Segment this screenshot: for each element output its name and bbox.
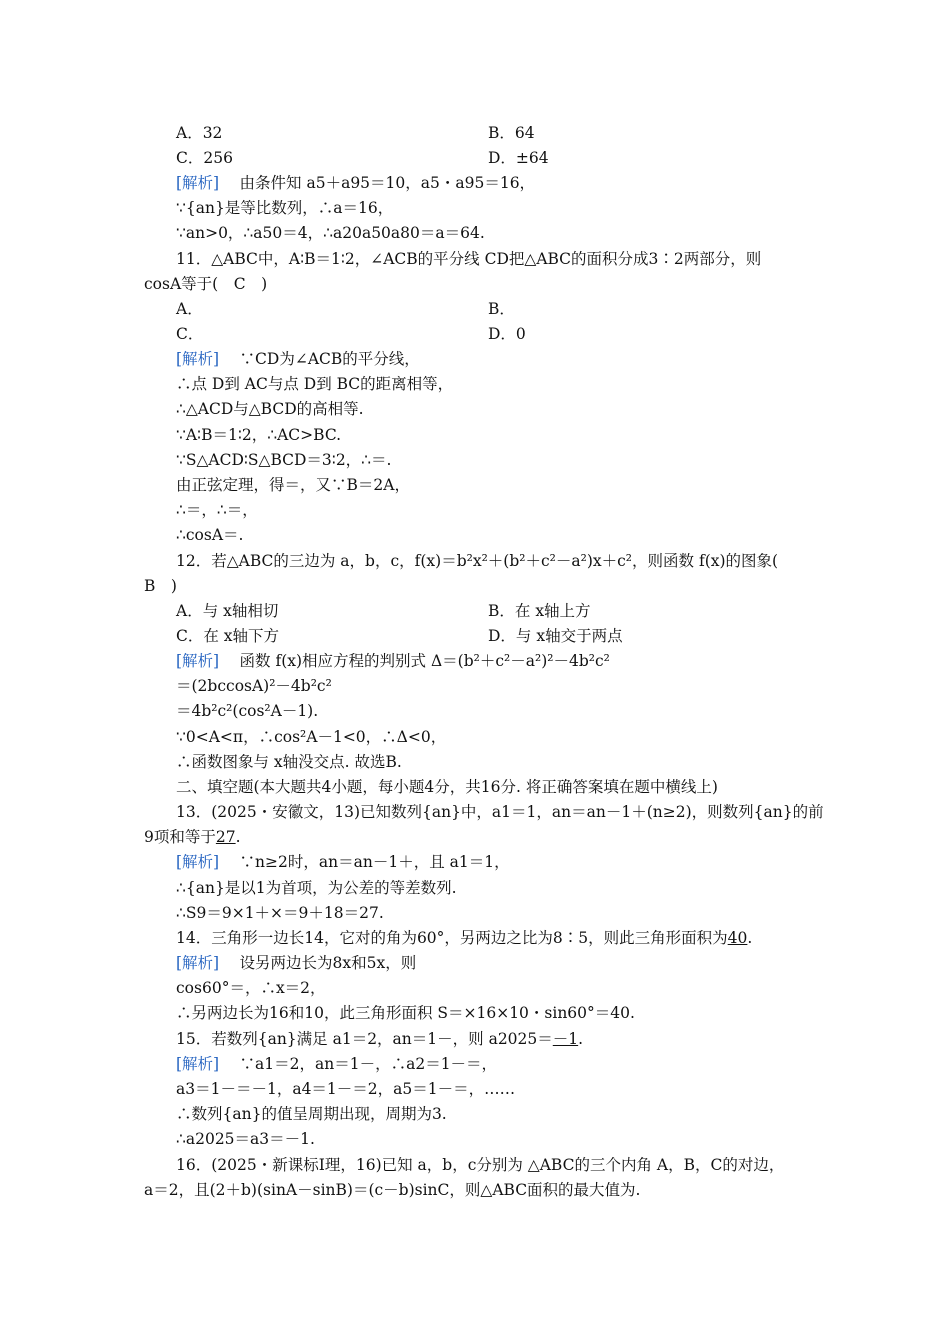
question-16-stem-cont: a＝2，且(2＋b)(sinA－sinB)＝(c－b)sinC，则△ABC面积的最大值为. [144, 1181, 641, 1199]
analysis-line: ∴函数图象与 x轴没交点. 故选B. [176, 753, 402, 771]
option-b: B．在 x轴上方 [488, 602, 591, 620]
analysis-tag: [解析] [176, 652, 220, 670]
analysis-line: ∴cosA＝. [176, 526, 244, 544]
analysis-line: ∴S9＝9×1＋×＝9＋18＝27. [176, 904, 384, 922]
analysis-line: ∴点 D到 AC与点 D到 BC的距离相等， [176, 375, 454, 393]
analysis-line: ∵{an}是等比数列，∴a＝16， [176, 199, 394, 217]
option-b: B．64 [488, 124, 535, 142]
analysis-line: a3＝1－＝－1，a4＝1－＝2，a5＝1－＝，…… [176, 1080, 516, 1098]
question-12-stem-cont: B ) [144, 577, 177, 595]
analysis-line [176, 852, 510, 872]
option-d: D．0 [488, 325, 526, 343]
analysis-line: ∵0<A<π，∴cos²A－1<0，∴Δ<0， [176, 728, 447, 746]
option-a: A．32 [176, 124, 223, 142]
stem-text: . [578, 1030, 584, 1048]
analysis-line [176, 953, 416, 973]
analysis-line [176, 651, 610, 671]
analysis-line: 由正弦定理，得＝，又∵B＝2A， [176, 476, 410, 494]
question-15-stem [176, 1029, 583, 1049]
option-d: D．±64 [488, 149, 549, 167]
question-11-stem: 11．△ABC中，A∶B＝1∶2，∠ACB的平分线 CD把△ABC的面积分成3∶2两部分，则 [176, 250, 762, 268]
analysis-line: cos60°＝，∴x＝2， [176, 979, 326, 997]
analysis-text: ∵CD为∠ACB的平分线， [239, 350, 420, 368]
option-c: C．256 [176, 149, 233, 167]
analysis-line: ∴a2025＝a3＝－1. [176, 1130, 315, 1148]
analysis-line: ＝(2bccosA)²－4b²c² [176, 677, 332, 695]
question-11-stem-cont: cosA等于( C ) [144, 275, 268, 293]
analysis-line: ∴＝，∴＝， [176, 501, 258, 519]
analysis-line: ∵an>0，∴a50＝4，∴a20a50a80＝a＝64. [176, 224, 485, 242]
analysis-tag: [解析] [176, 853, 220, 871]
option-d: D．与 x轴交于两点 [488, 627, 623, 645]
analysis-line: ∵A∶B＝1∶2，∴AC>BC. [176, 426, 342, 444]
option-b: B． [488, 300, 515, 318]
stem-text: 15．若数列{an}满足 a1＝2，an＝1－，则 a2025＝ [176, 1030, 553, 1048]
analysis-line: ∴△ACD与△BCD的高相等. [176, 400, 364, 418]
analysis-line [176, 173, 535, 193]
answer-blank: －1 [552, 1030, 579, 1048]
stem-text: 14．三角形一边长14，它对的角为60°，另两边之比为8∶5，则此三角形面积为 [176, 929, 728, 947]
analysis-tag: [解析] [176, 350, 220, 368]
stem-text: . [235, 828, 241, 846]
analysis-line: ∴另两边长为16和10，此三角形面积 S＝×16×10・sin60°＝40. [176, 1004, 635, 1022]
analysis-line: ∴数列{an}的值呈周期出现，周期为3. [176, 1105, 447, 1123]
answer-blank: 40 [727, 929, 748, 947]
question-14-stem [176, 928, 752, 948]
question-16-stem: 16．(2025・新课标Ⅰ理，16)已知 a，b，c分别为 △ABC的三个内角 A，B，C的对边， [176, 1156, 785, 1174]
option-c: C．在 x轴下方 [176, 627, 280, 645]
analysis-text: ∵a1＝2，an＝1－，∴a2＝1－＝， [239, 1055, 498, 1073]
stem-text: . [747, 929, 753, 947]
analysis-line [176, 1054, 497, 1074]
analysis-line: ∵S△ACD∶S△BCD＝3∶2，∴＝. [176, 451, 392, 469]
analysis-line [176, 349, 420, 369]
analysis-text: 设另两边长为8x和5x，则 [239, 954, 417, 972]
answer-blank: 27 [215, 828, 236, 846]
option-a: A．与 x轴相切 [176, 602, 279, 620]
question-12-stem: 12．若△ABC的三边为 a，b，c，f(x)＝b²x²＋(b²＋c²－a²)x＋c²，则函数 f(x)的图象( [176, 552, 779, 570]
question-13-stem: 13．(2025・安徽文，13)已知数列{an}中，a1＝1，an＝an－1＋(n≥2)，则数列{an}的前 [176, 803, 824, 821]
analysis-tag: [解析] [176, 1055, 220, 1073]
analysis-text: 由条件知 a5＋a95＝10，a5・a95＝16， [239, 174, 536, 192]
option-c: C． [176, 325, 204, 343]
section-heading: 二、填空题(本大题共4小题，每小题4分，共16分. 将正确答案填在题中横线上) [176, 778, 718, 796]
analysis-line: ＝4b²c²(cos²A－1). [176, 702, 319, 720]
stem-text: 9项和等于 [144, 828, 216, 846]
question-13-stem-cont [144, 827, 241, 847]
analysis-text: 函数 f(x)相应方程的判别式 Δ＝(b²＋c²－a²)²－4b²c² [239, 652, 610, 670]
analysis-tag: [解析] [176, 954, 220, 972]
option-a: A． [176, 300, 203, 318]
analysis-line: ∴{an}是以1为首项，为公差的等差数列. [176, 879, 457, 897]
analysis-tag: [解析] [176, 174, 220, 192]
analysis-text: ∵n≥2时，an＝an－1＋，且 a1＝1， [239, 853, 510, 871]
